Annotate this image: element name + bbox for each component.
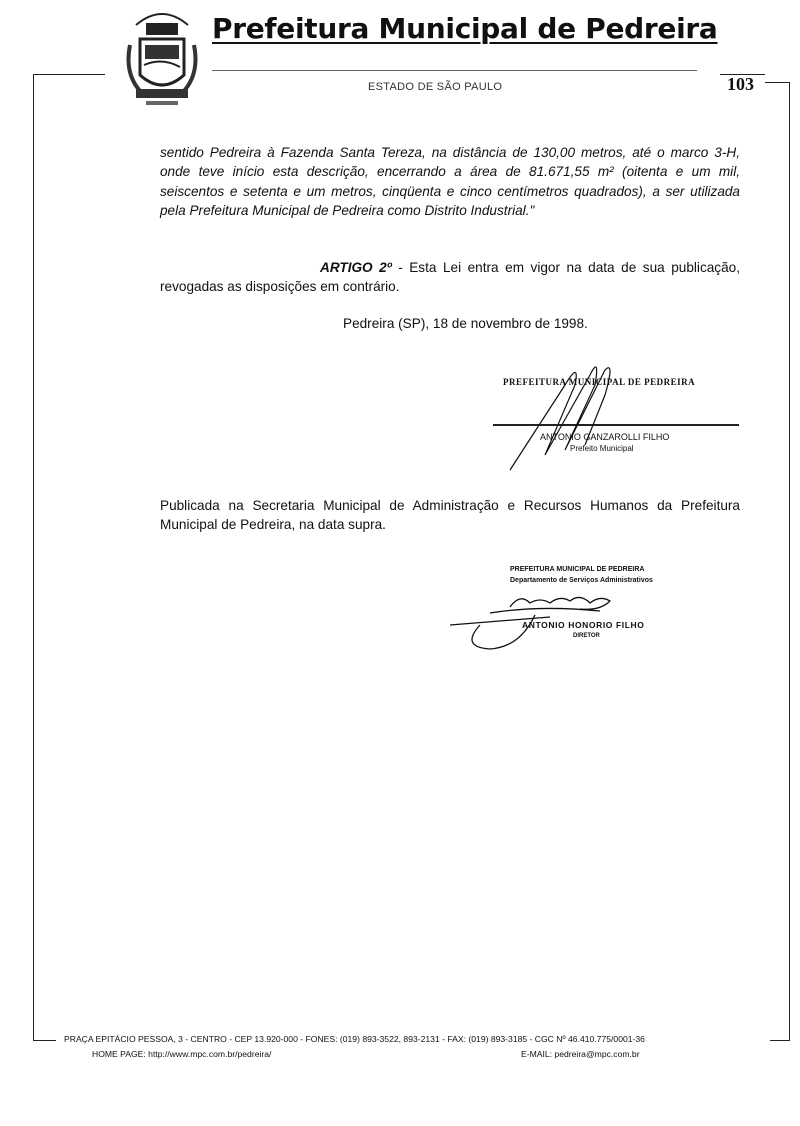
footer-homepage[interactable]: HOME PAGE: http://www.mpc.com.br/pedreira/ — [92, 1049, 272, 1059]
article-text: - Esta Lei entra em vigor na data de sua publicação, revogadas as disposições em contrário. — [160, 260, 740, 295]
paragraph-area-description: sentido Pedreira à Fazenda Santa Tereza, na distância de 130,00 metros, até o marco 3-H, onde teve início esta descrição, encerrando a área de 81.671,55 m² (oitenta e um mil, seiscentos e setenta e um metros, cinqüenta e cinco centímetros quadrados), a ser utilizada pela Prefeitura Municipal de Pedreira como Distrito Industrial." — [160, 145, 740, 219]
state-subtitle: ESTADO DE SÃO PAULO — [368, 81, 503, 93]
frame-bottom-right — [770, 1040, 790, 1041]
frame-top-right — [765, 82, 790, 83]
page-number: 103 — [727, 74, 754, 94]
frame-top-left — [33, 74, 105, 75]
date-line: Pedreira (SP), 18 de novembro de 1998. — [343, 316, 588, 331]
director-name: ANTONIO HONORIO FILHO — [522, 620, 645, 630]
stamp-prefeitura: PREFEITURA MUNICIPAL DE PEDREIRA — [503, 377, 696, 387]
stamp-line-1: PREFEITURA MUNICIPAL DE PEDREIRA — [510, 566, 645, 573]
footer-address: PRAÇA EPITÁCIO PESSOA, 3 - CENTRO - CEP 13.920-000 - FONES: (019) 893-3522, 893-2131 - FAX: (019) 893-3185 - CGC Nº 46.410.775/0001-36 — [64, 1034, 645, 1044]
mayor-name: ANTONIO GANZAROLLI FILHO — [540, 432, 670, 442]
publication-note: Publicada na Secretaria Municipal de Administração e Recursos Humanos da Prefeitura Municipal de Pedreira, na data supra. — [160, 498, 740, 533]
paragraph-article-2 — [160, 258, 740, 297]
page-title: Prefeitura Municipal de Pedreira — [212, 12, 718, 45]
frame-left — [33, 74, 34, 1041]
header-rule — [212, 70, 697, 71]
coat-of-arms-logo — [122, 5, 202, 113]
article-label: ARTIGO 2º — [320, 260, 392, 275]
mayor-role: Prefeito Municipal — [570, 444, 634, 453]
frame-right — [789, 82, 790, 1040]
director-role: DIRETOR — [573, 633, 600, 639]
frame-bottom-left — [33, 1040, 56, 1041]
stamp-line-2: Departamento de Serviços Administrativos — [510, 577, 653, 584]
footer-email[interactable]: E-MAIL: pedreira@mpc.com.br — [521, 1049, 640, 1059]
mayor-signature — [505, 355, 625, 475]
